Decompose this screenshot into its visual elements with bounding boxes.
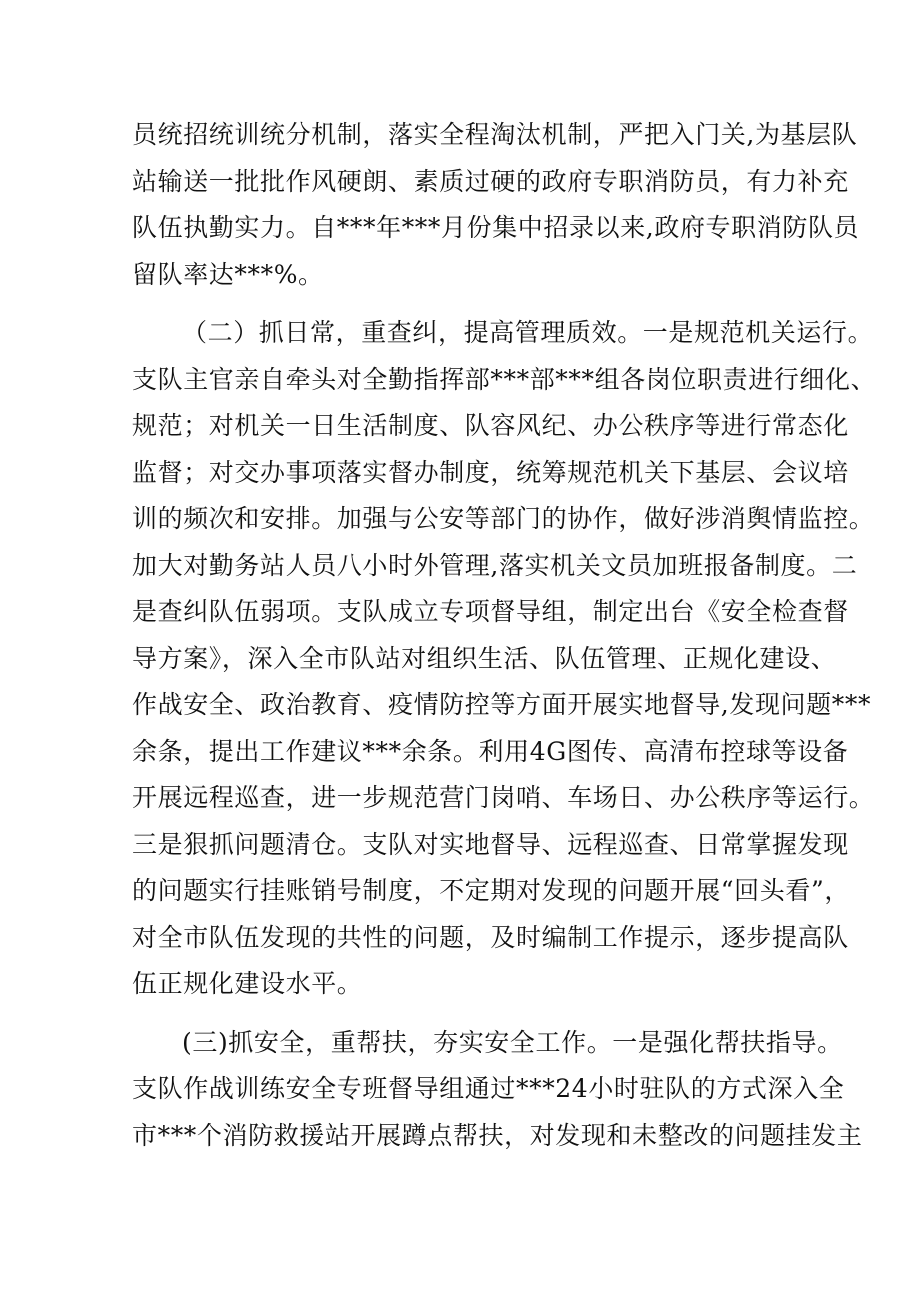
text-line: 规范；对机关一日生活制度、队容风纪、办公秩序等进行常态化 xyxy=(132,411,849,440)
text-line: 留队率达***%。 xyxy=(132,259,324,289)
text-line: 加大对勤务站人员八小时外管理,落实机关文员加班报备制度。二 xyxy=(132,550,858,580)
text-line: 训的频次和安排。加强与公安等部门的协作，做好涉消舆情监控。 xyxy=(132,504,875,533)
document-body xyxy=(132,112,877,1159)
paragraph xyxy=(132,310,877,1008)
text-line: 站输送一批批作风硬朗、素质过硬的政府专职消防员，有力补充 xyxy=(132,166,849,196)
paragraph-spacer xyxy=(132,1008,807,1020)
text-line: 支队主官亲自牵头对全勤指挥部***部***组各岗位职责进行细化、 xyxy=(132,364,877,394)
text-line: 开展远程巡查，进一步规范营门岗哨、车场日、办公秩序等运行。 xyxy=(132,783,875,812)
text-line: 三是狠抓问题清仓。支队对实地督导、远程巡查、日常掌握发现 xyxy=(132,829,849,859)
text-line: 市***个消防救援站开展蹲点帮扶，对发现和未整改的问题挂发主 xyxy=(132,1120,863,1150)
paragraph xyxy=(132,112,860,298)
text-line: 队伍执勤实力。自***年***月份集中招录以来,政府专职消防队员 xyxy=(132,213,860,242)
paragraph xyxy=(132,1020,863,1160)
text-line: 导方案》，深入全市队站对组织生活、队伍管理、正规化建设、 xyxy=(132,643,837,673)
text-line: 支队作战训练安全专班督导组通过***24小时驻队的方式深入全 xyxy=(132,1074,845,1103)
text-line: 是查纠队伍弱项。支队成立专项督导组，制定出台《安全检查督 xyxy=(132,597,849,626)
text-line: 监督；对交办事项落实督办制度，统筹规范机关下基层、会议培 xyxy=(132,457,849,487)
paragraph-spacer xyxy=(132,298,807,310)
text-line: （二）抓日常，重查纠，提高管理质效。一是规范机关运行。 xyxy=(182,318,874,347)
text-line: 的问题实行挂账销号制度，不定期对发现的问题开展“回头看”， xyxy=(132,876,850,905)
text-line: 余条，提出工作建议***余条。利用4G图传、高清布控球等设备 xyxy=(132,736,849,766)
text-line: 伍正规化建设水平。 xyxy=(132,969,363,998)
text-line: (三)抓安全，重帮扶，夯实安全工作。一是强化帮扶指导。 xyxy=(182,1027,843,1057)
text-line: 作战安全、政治教育、疫情防控等方面开展实地督导,发现问题*** xyxy=(132,690,872,719)
text-line: 员统招统训统分机制，落实全程淘汰机制，严把入门关,为基层队 xyxy=(132,120,858,149)
text-line: 对全市队伍发现的共性的问题，及时编制工作提示，逐步提高队 xyxy=(132,922,849,952)
